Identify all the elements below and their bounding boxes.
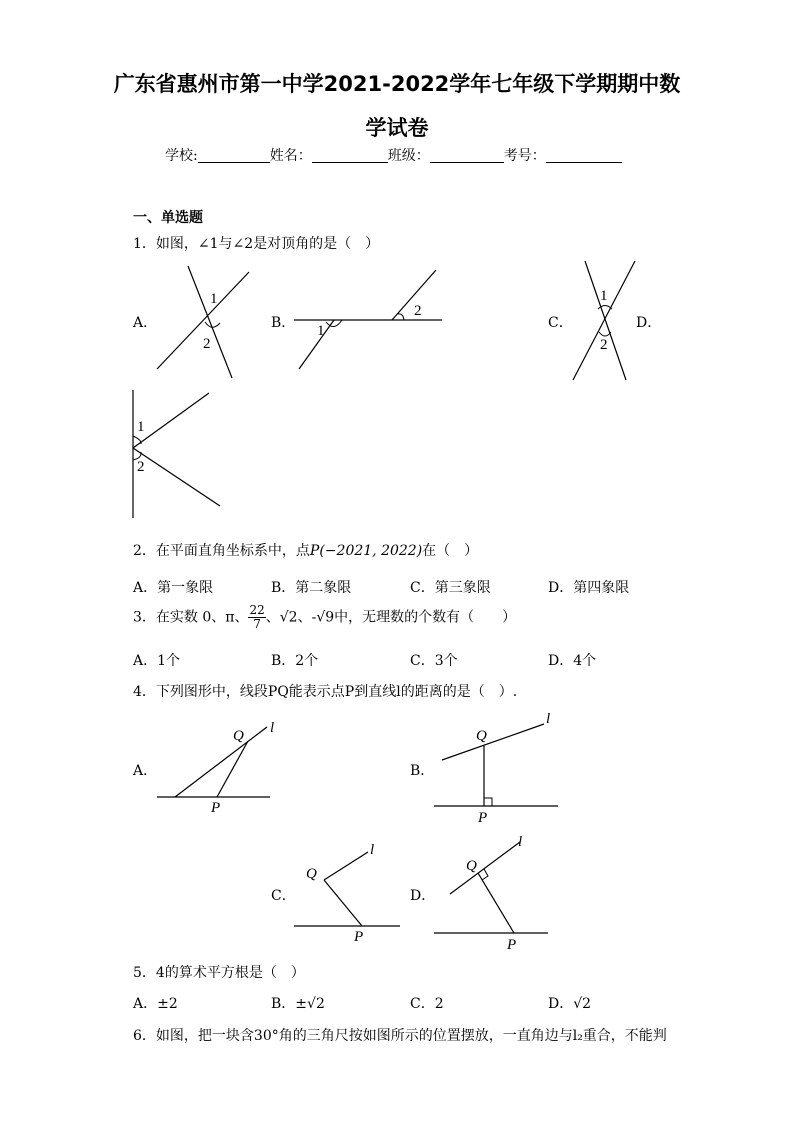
q4-figure-b: [430, 710, 570, 825]
name-blank[interactable]: [312, 148, 388, 163]
q4b-l-label: l: [546, 711, 551, 727]
q4-stem: 4．下列图形中，线段PQ能表示点P到直线l的距离的是（ ）.: [133, 684, 518, 700]
number-label: 考号：: [503, 148, 546, 164]
q4b-p-label: P: [478, 810, 488, 826]
q2-stem-prefix: 2．在平面直角坐标系中，点: [133, 543, 310, 559]
section-heading: 一、单选题: [133, 210, 203, 226]
q2-point-p: P(−2021, 2022): [309, 543, 423, 559]
q5-option-d[interactable]: D．√2: [548, 996, 592, 1012]
class-label: 班级：: [387, 148, 430, 164]
q5-option-a[interactable]: A．±2: [133, 996, 178, 1012]
q1-option-a-label: A．: [133, 315, 158, 331]
q3-stem: 3．在实数 0、π、 $\frac{22}{7}$ 、√2、-√9中，无理数的个数有（ ）: [133, 603, 517, 631]
q3-option-a[interactable]: A．1个: [133, 653, 181, 669]
q1a-angle-2-label: 2: [203, 336, 211, 352]
q2-option-a[interactable]: A．第一象限: [133, 580, 214, 596]
q4b-q-label: Q: [476, 728, 487, 744]
q4-option-c-label: C．: [271, 888, 296, 904]
q4a-q-label: Q: [233, 728, 244, 744]
q1b-angle-2-label: 2: [414, 303, 422, 319]
q4-figure-d: [430, 832, 560, 952]
q1-figure-d: [125, 388, 235, 523]
q5-stem: 5．4的算术平方根是（ ）: [133, 965, 305, 981]
document-title-line2: 学试卷: [365, 116, 429, 140]
q1d-angle-2-label: 2: [137, 459, 145, 475]
q1-option-c-label: C．: [548, 315, 573, 331]
q2-option-b[interactable]: B．第二象限: [271, 580, 352, 596]
name-label: 姓名：: [269, 148, 312, 164]
class-blank[interactable]: [430, 148, 504, 163]
q3-stem-suffix: 中，无理数的个数有（ ）: [334, 609, 517, 626]
q6-stem: 6．如图，把一块含30°角的三角尺按如图所示的位置摆放，一直角边与l₂重合，不能判: [133, 1028, 667, 1044]
q1-option-b-label: B．: [271, 315, 296, 331]
q1-option-d-label: D．: [636, 315, 662, 331]
q5-option-b[interactable]: B．±√2: [271, 996, 325, 1012]
document-title-line1: 广东省惠州市第一中学2021-2022学年七年级下学期期中数: [113, 72, 681, 96]
q2-stem: [133, 540, 478, 560]
q4c-q-label: Q: [306, 866, 317, 882]
q4d-p-label: P: [507, 937, 517, 953]
q3-option-b[interactable]: B．2个: [271, 653, 319, 669]
q3-sqrt2: √2: [279, 609, 298, 626]
q2-option-d[interactable]: D．第四象限: [548, 580, 630, 596]
q4-option-a-label: A．: [133, 763, 158, 779]
q1-figure-a: [150, 262, 250, 382]
q4-option-d-label: D．: [410, 888, 436, 904]
q1-figure-c: [565, 258, 645, 383]
q1b-angle-1-label: 1: [317, 323, 325, 339]
q4d-q-label: Q: [466, 858, 477, 874]
q1-stem: 1．如图，∠1与∠2是对顶角的是（ ）: [133, 236, 380, 252]
school-label: 学校:: [165, 148, 198, 164]
q4-option-b-label: B．: [410, 763, 435, 779]
q4c-l-label: l: [370, 842, 375, 858]
q1c-angle-2-label: 2: [600, 337, 608, 353]
q4c-p-label: P: [354, 929, 364, 945]
q3-sqrt9: √9: [316, 609, 335, 626]
q4-figure-a: [155, 715, 295, 820]
q2-stem-suffix: 在（ ）: [422, 543, 479, 559]
q4-figure-c: [290, 840, 410, 945]
q4a-l-label: l: [270, 720, 275, 736]
q1d-angle-1-label: 1: [137, 419, 145, 435]
q1a-angle-1-label: 1: [210, 291, 218, 307]
q4d-l-label: l: [518, 834, 523, 850]
q5-option-c[interactable]: C．2: [410, 996, 444, 1012]
q3-fraction: $\frac{22}{7}$: [249, 603, 265, 631]
student-info-row: [165, 145, 622, 165]
q1-figure-b: [290, 265, 450, 375]
q1c-angle-1-label: 1: [600, 288, 608, 304]
school-blank[interactable]: [198, 148, 270, 163]
q3-option-d[interactable]: D．4个: [548, 653, 597, 669]
q3-option-c[interactable]: C．3个: [410, 653, 458, 669]
q4a-p-label: P: [211, 800, 221, 816]
q2-option-c[interactable]: C．第三象限: [410, 580, 491, 596]
number-blank[interactable]: [546, 148, 622, 163]
q3-stem-prefix: 3．在实数 0、π、: [133, 609, 249, 626]
